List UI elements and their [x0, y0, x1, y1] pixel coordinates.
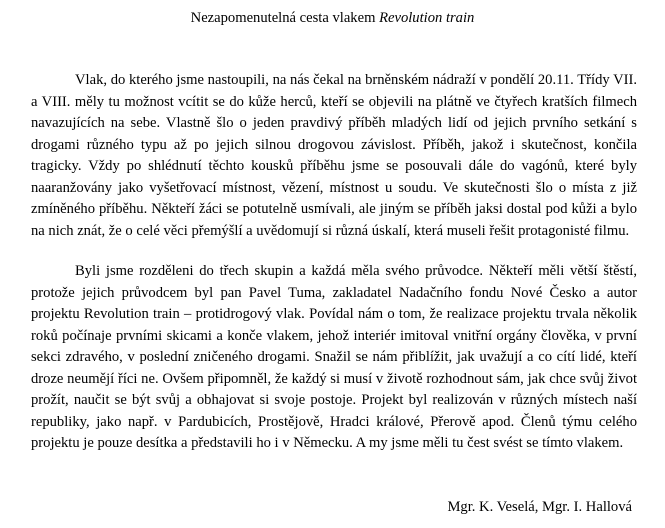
paragraph-1: Vlak, do kterého jsme nastoupili, na nás čekal na brněnském nádraží v pondělí 20.11. Třídy VII. a VIII. měly tu možnost vcítit se do kůže herců, kteří se objevili na plátně ve čtyřech kratších filmech navazujících na sebe. Vlastně šlo o jeden pravdivý příběh mladých lidí od jejich prvního setkání s drogami různého typu až po jejich silnou drogovou závislost. Příběh, jakož i skutečnost, končila tragicky. Vždy po shlédnutí těchto kousků příběhu jsme se posouvali dále do vagónů, které byly naaranžovány jako vyšetřovací místnost, vězení, místnost u soudu. Ve skutečnosti šlo o místa z již zmíněného příběhu. Někteří žáci se potutelně usmívali, ale jiným se příběh jaksi dostal pod kůži a bylo na nich znát, že o celé věci přemýšlí a uvědomují si různá úskalí, která museli řešit protagonisté filmu. [31, 72, 637, 239]
paragraph-2: Byli jsme rozděleni do třech skupin a každá měla svého průvodce. Někteří měli větší štěstí, protože jejich průvodcem byl pan Pavel Tuma, zakladatel Nadačního fondu Nové Česko a autor projektu Revolution train – protidrogový vlak. Povídal nám o tom, že realizace projektu trvala několik roků počínaje prvními skicami a konče vlakem, jehož interiér imitoval vnitřní orgány člověka, v první sekci zdravého, v poslední zničeného drogami. Snažil se nám přiblížit, jak uvažují a co cítí lidé, kteří droze neumějí říci ne. Ovšem připomněl, že každý si musí v životě rozhodnout sám, jak chce svůj život prožít, naučit se být svůj a obhajovat si svoje postoje. Projekt byl realizován v různých místech naší republiky, jako např. v Pardubicích, Prostějově, Hradci králové, Přerově apod. Členů týmu celého projektu je pouze desítka a představili ho i v Německu. A my jsme měli tu čest svést se tímto vlakem. [31, 263, 637, 451]
title-train-name: Revolution train [379, 10, 475, 26]
title-text: Nezapomenutelná cesta vlakem [190, 10, 380, 26]
author-signature: Mgr. K. Veselá, Mgr. I. Hallová [447, 499, 632, 515]
document-title [0, 8, 665, 28]
